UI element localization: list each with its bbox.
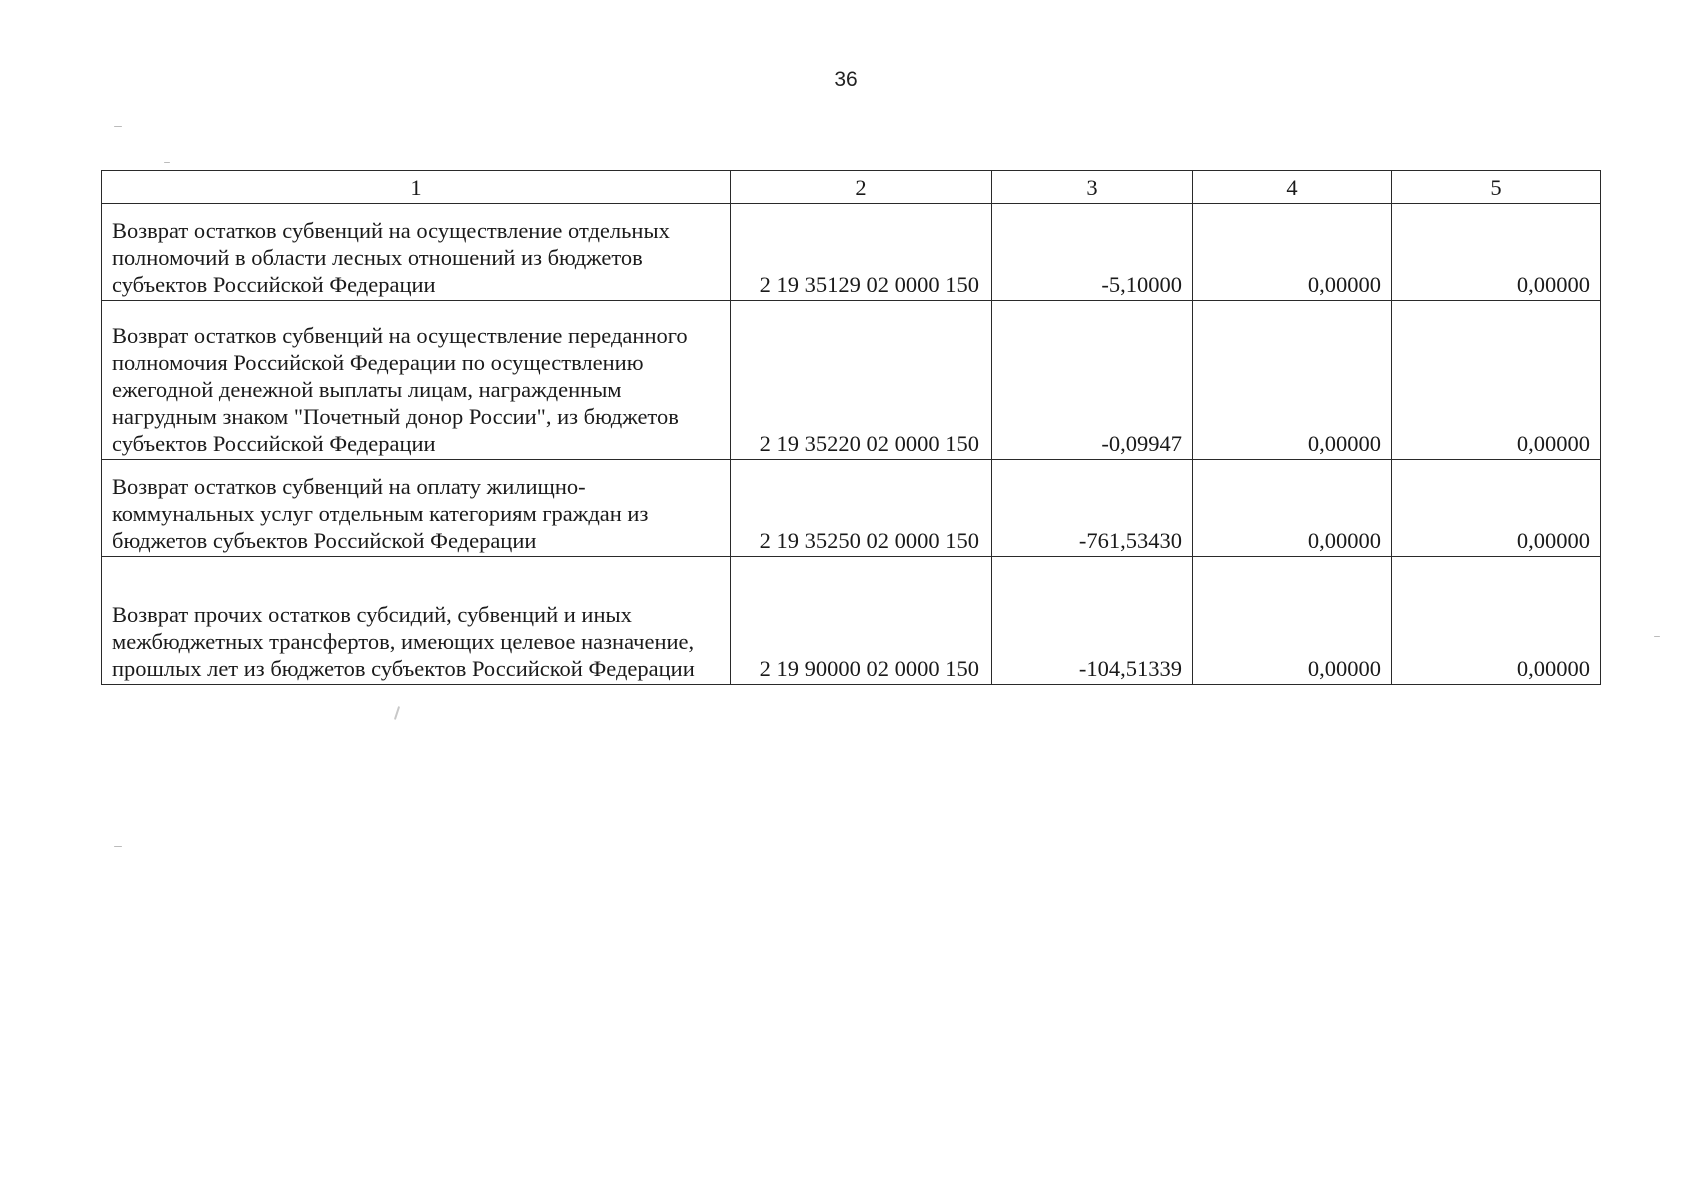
row-description: Возврат прочих остатков субсидий, субвенций и иных межбюджетных трансфертов, имеющих целевое назначение, прошлых лет из бюджетов субъектов Российской Федерации [102,557,731,685]
row-value-col5: 0,00000 [1392,204,1601,301]
row-value-col3: -0,09947 [992,301,1193,460]
row-value-col4: 0,00000 [1193,301,1392,460]
column-header-1: 1 [102,171,731,204]
row-description: Возврат остатков субвенций на оплату жилищно-коммунальных услуг отдельным категориям граждан из бюджетов субъектов Российской Федерации [102,460,731,557]
table-header-row [102,171,1601,204]
row-value-col4: 0,00000 [1193,557,1392,685]
scan-speck [394,706,400,720]
table-row [102,460,1601,557]
row-value-col3: -761,53430 [992,460,1193,557]
row-budget-code: 2 19 35250 02 0000 150 [731,460,992,557]
page-number: 36 [834,68,858,91]
table-row [102,204,1601,301]
scan-speck [1654,636,1660,637]
row-budget-code: 2 19 35129 02 0000 150 [731,204,992,301]
row-value-col5: 0,00000 [1392,460,1601,557]
row-description: Возврат остатков субвенций на осуществление отдельных полномочий в области лесных отношений из бюджетов субъектов Российской Федерации [102,204,731,301]
column-header-4: 4 [1193,171,1392,204]
table-row [102,301,1601,460]
row-budget-code: 2 19 90000 02 0000 150 [731,557,992,685]
budget-table [101,170,1601,685]
column-header-5: 5 [1392,171,1601,204]
scan-speck [114,846,122,847]
scan-speck [114,126,122,127]
column-header-3: 3 [992,171,1193,204]
row-value-col4: 0,00000 [1193,460,1392,557]
row-budget-code: 2 19 35220 02 0000 150 [731,301,992,460]
row-description: Возврат остатков субвенций на осуществление переданного полномочия Российской Федерации по осуществлению ежегодной денежной выплаты лицам, награжденным нагрудным знаком "Почетный донор России", из бюджетов субъектов Российской Федерации [102,301,731,460]
column-header-2: 2 [731,171,992,204]
row-value-col5: 0,00000 [1392,301,1601,460]
row-value-col3: -104,51339 [992,557,1193,685]
row-value-col5: 0,00000 [1392,557,1601,685]
table-row [102,557,1601,685]
row-value-col3: -5,10000 [992,204,1193,301]
scan-speck [164,162,170,163]
row-value-col4: 0,00000 [1193,204,1392,301]
